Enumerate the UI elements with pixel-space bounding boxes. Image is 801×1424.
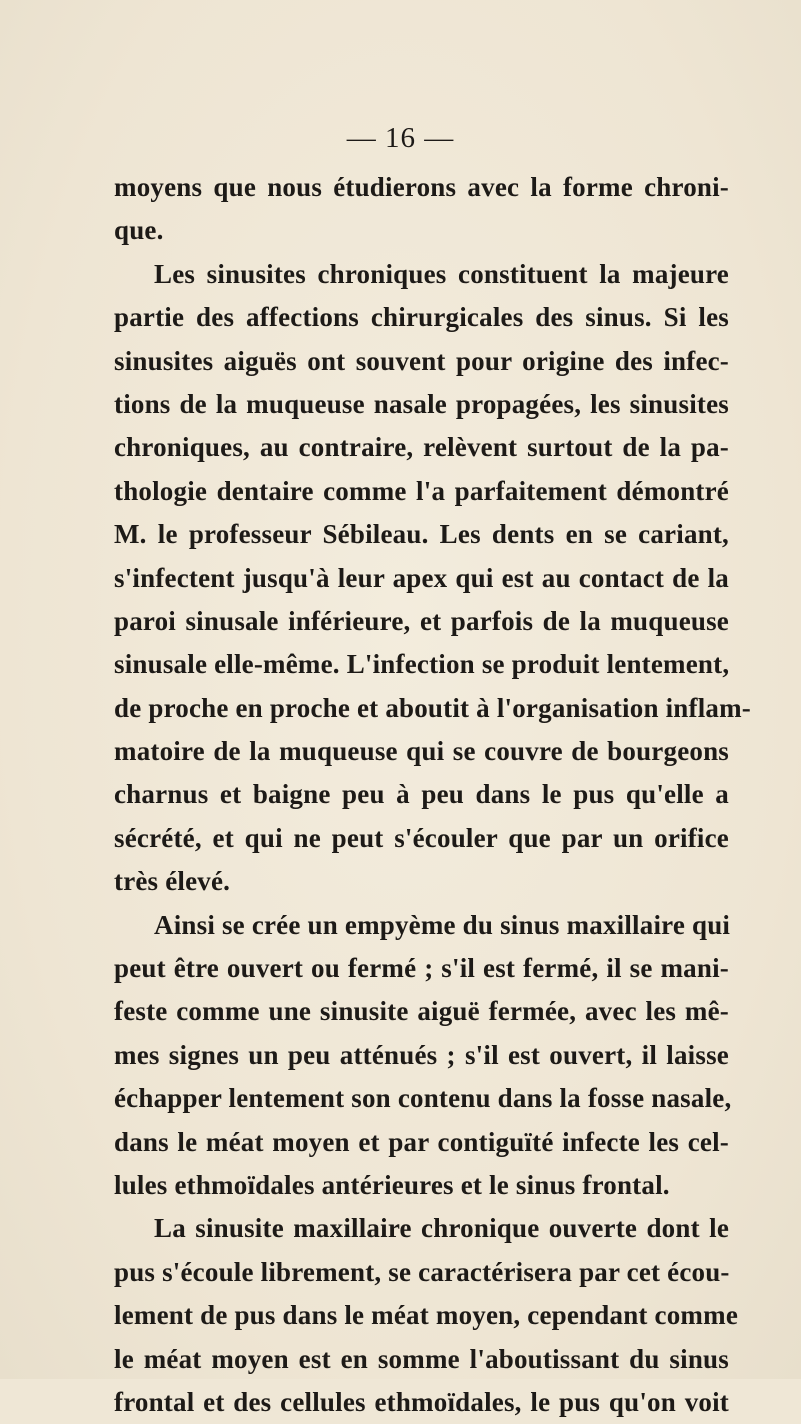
text-line: Les sinusites chroniques constituent la majeure [154,258,729,289]
text-line: s'infectent jusqu'à leur apex qui est au contact de la [114,562,729,593]
text-line: dans le méat moyen et par contiguïté infecte les cel- [114,1126,729,1157]
text-line: le méat moyen est en somme l'aboutissant du sinus [114,1343,729,1374]
text-line: lement de pus dans le méat moyen, cependant comme [114,1300,738,1331]
text-line: de proche en proche et aboutit à l'organisation inflam- [114,692,751,723]
text-line: mes signes un peu atténués ; s'il est ouvert, il laisse [114,1039,729,1070]
text-line: moyens que nous étudierons avec la forme chroni- [114,172,729,202]
text-line: très élevé. [114,866,231,897]
text-line: frontal et des cellules ethmoïdales, le pus qu'on voit [114,1386,729,1417]
text-line: matoire de la muqueuse qui se couvre de bourgeons [114,736,729,767]
text-line: thologie dentaire comme l'a parfaitement démontré [114,475,729,506]
text-line: feste comme une sinusite aiguë fermée, avec les mê- [114,996,729,1027]
text-line: sinusites aiguës ont souvent pour origine des infec- [114,345,729,376]
text-line: tions de la muqueuse nasale propagées, les sinusites [114,388,729,419]
text-line: sinusale elle-même. L'infection se produit lentement, [114,649,730,680]
text-line: partie des affections chirurgicales des sinus. Si les [114,302,729,333]
text-line: pus s'écoule librement, se caractérisera par cet écou- [114,1256,730,1287]
text-line: sécrété, et qui ne peut s'écouler que par un orifice [114,822,729,853]
text-line: La sinusite maxillaire chronique ouverte dont le [154,1213,729,1244]
text-line: chroniques, au contraire, relèvent surtout de la pa- [114,432,729,463]
text-line: lules ethmoïdales antérieures et le sinus frontal. [114,1169,670,1200]
text-line: charnus et baigne peu à peu dans le pus qu'elle a [114,779,729,810]
text-line: que. [114,215,164,246]
page-number: — 16 — [346,122,455,154]
text-line: Ainsi se crée un empyème du sinus maxillaire qui [154,909,731,940]
body-text [114,166,751,1424]
text-line: peut être ouvert ou fermé ; s'il est fermé, il se mani- [114,953,729,984]
text-line: paroi sinusale inférieure, et parfois de la muqueuse [114,605,729,636]
text-line: échapper lentement son contenu dans la fosse nasale, [114,1083,732,1114]
text-line: M. le professeur Sébileau. Les dents en se cariant, [114,519,729,550]
